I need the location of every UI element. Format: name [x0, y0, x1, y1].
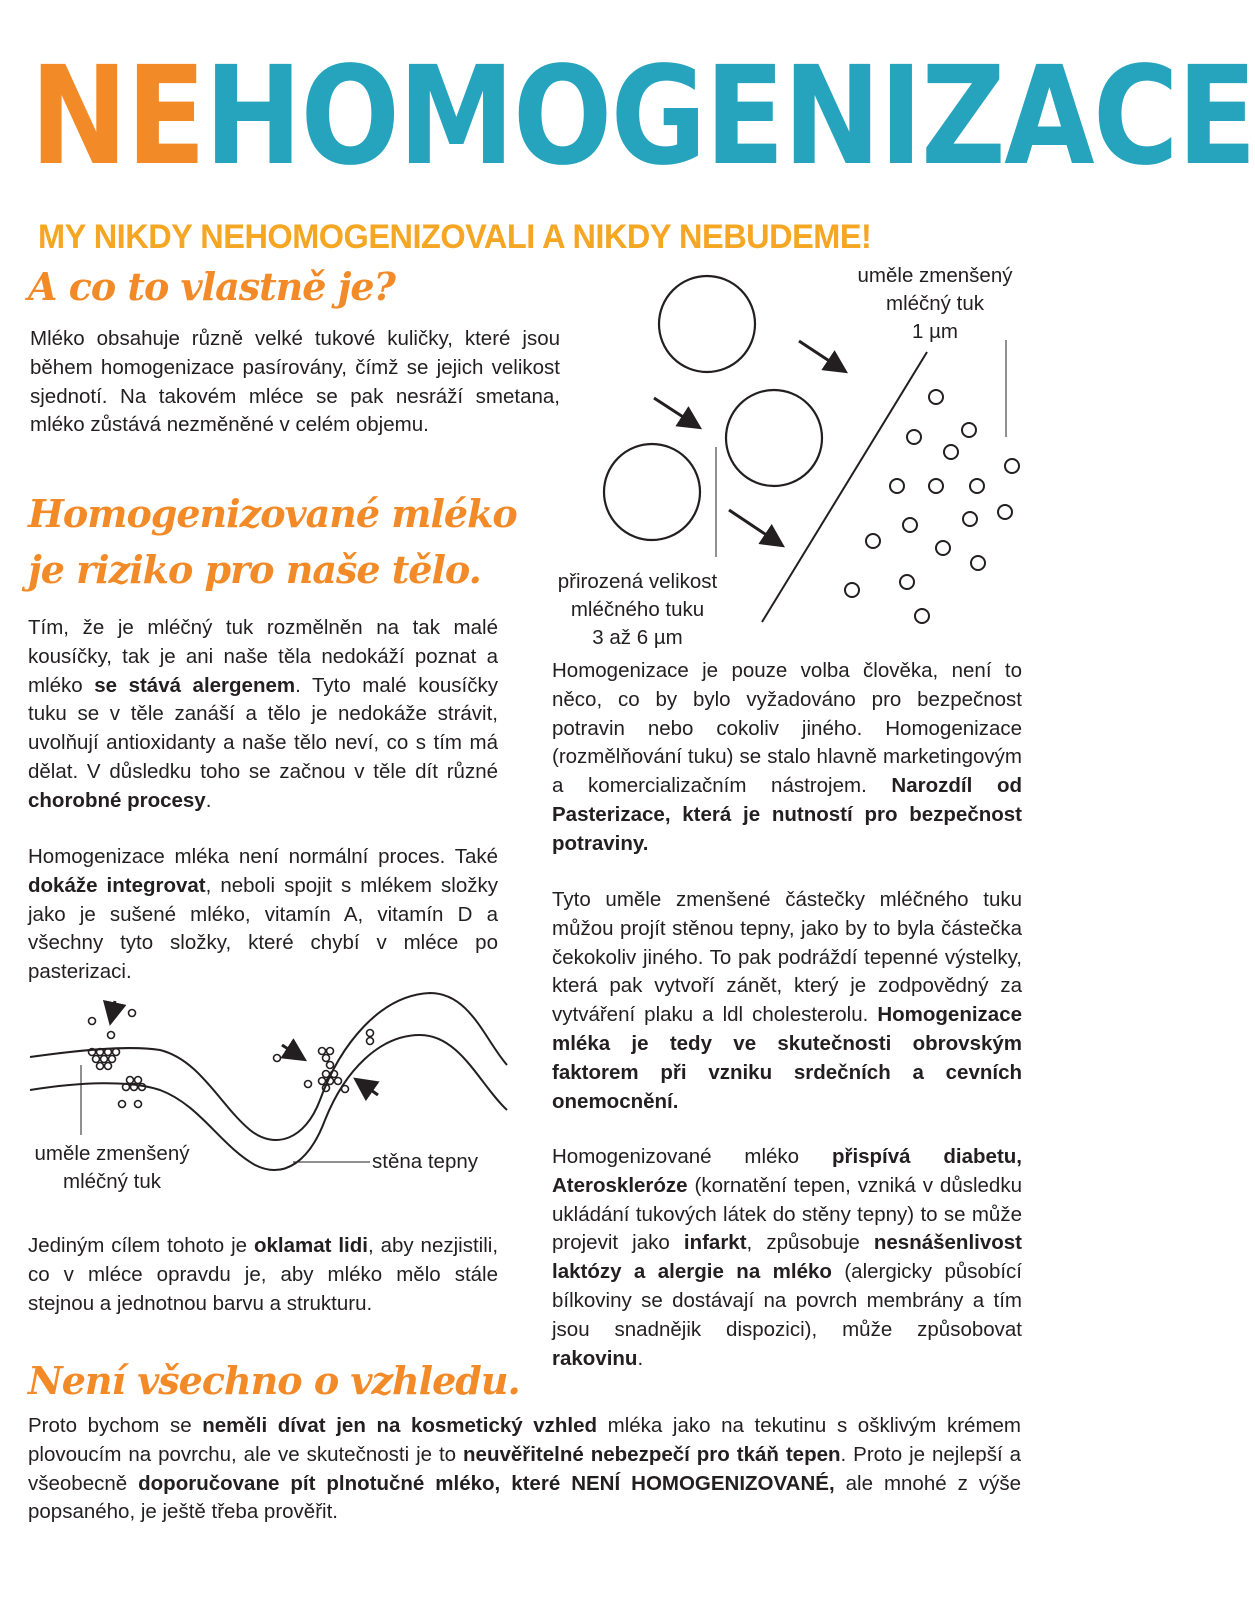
arrow — [358, 1081, 378, 1095]
label-line: mléčného tuku — [570, 598, 705, 621]
label-line: přirozená velikost — [557, 570, 718, 593]
label-line: mléčný tuk — [63, 1170, 161, 1193]
bold-run: infarkt — [683, 1231, 747, 1255]
bold-run: přispívá diabetu, Ateroskleróze — [552, 1145, 1022, 1197]
text-run: . — [205, 788, 212, 812]
text-run: . — [637, 1346, 644, 1370]
text-run: (alergicky působící bílkoviny se dostávají na povrch membrány a tím jsou snadnějik dispozici), může způsobovat — [552, 1260, 1022, 1341]
heading-what-is-it: A co to vlastně je? — [28, 264, 395, 309]
label-line: 1 µm — [912, 320, 958, 343]
label-line: uměle zmenšený — [34, 1142, 190, 1165]
text-run: . Tyto malé kousíčky tuku se v těle zanáší a tělo je nedokáže strávit, uvolňují antioxidanty a naše tělo neví, co s tím má dělat. V důsledku toho se začnou v těle dít různé — [28, 673, 498, 783]
text-run: (kornatění tepen, vzniká v důsledku ukládání tukových látek do stěny tepny) to se může projevit jako — [552, 1173, 1022, 1255]
text-run: mléka jako na tekutinu s ošklivým krémem plovoucím na povrchu, ale ve skutečnosti je to — [28, 1414, 1022, 1466]
bold-run: se stává alergenem — [94, 673, 296, 697]
title-ne: NE — [30, 38, 205, 196]
bold-run: nesnášenlivost laktózy a alergie na mléko — [552, 1231, 1022, 1284]
label-line: uměle zmenšený — [857, 264, 1013, 287]
arrow — [282, 1045, 302, 1058]
bold-run: dokáže integrovat — [28, 873, 206, 897]
bold-run: neměli dívat jen na kosmetický vzhled — [202, 1414, 598, 1437]
text-run: Homogenizace mléka není normální proces. Také — [28, 845, 498, 868]
label-line: mléčný tuk — [886, 292, 984, 315]
text-run: Tím, že je mléčný tuk rozmělněn na tak malé kousíčky, tak je ani naše těla nedokáží poznat a mléko — [28, 616, 498, 697]
bold-run: oklamat lidi — [253, 1234, 368, 1257]
heading-not-about-looks: Není všechno o vzhledu. — [28, 1358, 520, 1403]
text-run: , neboli spojit s mlékem složky jako je sušené mléko, vitamín A, vitamín D a všechny tyto složky, které chybí v mléce po pasterizaci. — [28, 873, 498, 984]
bold-run: Homogenizace mléka je tedy ve skutečnosti obrovským faktorem při vzniku srdečních a cevních onemocnění. — [552, 1003, 1022, 1113]
text-run: ale mnohé z výše popsaného, je ještě třeba prověřit. — [28, 1471, 1021, 1524]
heading-risk-line2: je riziko pro naše tělo. — [28, 547, 481, 592]
text-run: , aby nezjistili, co v mléce opravdu je, aby mléko mělo stále stejnou a jednotnou barvu a strukturu. — [28, 1234, 499, 1315]
title-rest: HOMOGENIZACE — [204, 38, 1255, 196]
text-run: Homogenizované mléko — [552, 1145, 832, 1168]
text-run: Proto bychom se — [28, 1414, 203, 1437]
text-run: . Proto je nejlepší a všeobecně — [28, 1442, 1021, 1495]
bold-run: neuvěřitelné nebezpečí pro tkáň tepen — [463, 1442, 841, 1466]
label-artificial-fat-bottom — [22, 1140, 202, 1196]
subtitle: MY NIKDY NEHOMOGENIZOVALI A NIKDY NEBUDEME! — [38, 218, 872, 256]
text-run: , způsobuje — [746, 1231, 874, 1255]
bold-run: Narozdíl od Pasterizace, která je nutností pro bezpečnost potraviny. — [552, 774, 1022, 855]
heading-risk-line1: Homogenizované mléko — [28, 491, 517, 536]
arrow — [111, 1001, 115, 1020]
text-run: Jediným cílem tohoto je — [28, 1234, 254, 1257]
intro-paragraph: Mléko obsahuje různě velké tukové kuličky, které jsou během homogenizace pasírovány, čímž se jejich velikost sjednotí. Na takovém mléce se pak nesráží smetana, mléko zůstává nezměněné v celém objemu. — [30, 327, 560, 437]
label-line: 3 až 6 µm — [592, 626, 683, 649]
label-artery-wall: stěna tepny — [372, 1150, 478, 1173]
text-run: Tyto uměle zmenšené částečky mléčného tuku můžou projít stěnou tepny, jako by to byla částečka čekokoliv jiného. To pak podráždí tepenné výstelky, která pak vytvoří zánět, který je zodpovědný za vytváření plaku a ldl cholesterolu. — [552, 888, 1022, 1027]
bold-run: chorobné procesy — [28, 788, 206, 812]
fat-particles — [89, 1010, 374, 1108]
artery-wall-outer — [30, 993, 507, 1140]
text-run: Homogenizace je pouze volba člověka, není to něco, co by bylo vyžadováno pro bezpečnost potravin nebo cokoliv jiného. Homogenizace (rozmělňování tuku) se stalo hlavně marketingovým a komercializačním nástrojem. — [552, 659, 1022, 798]
bold-run: doporučovane pít plnotučné mléko, které NENÍ HOMOGENIZOVANÉ, — [138, 1471, 835, 1495]
bold-run: rakovinu — [552, 1346, 638, 1370]
